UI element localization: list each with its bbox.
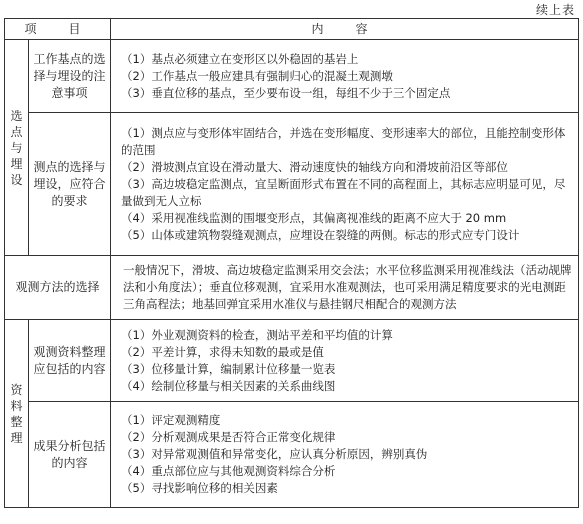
content-line: （4）采用视准线监测的围堰变形点，其偏离视准线的距离不应大于 20 mm: [121, 210, 507, 225]
method-label: 观测方法的选择: [15, 280, 100, 294]
table-row: [5, 402, 579, 508]
content-line: （1）测点应与变形体牢固结合，并选在变形幅度、变形速率大的部位，且能控制变形体的范围: [121, 125, 566, 157]
subitem-cell: [29, 320, 111, 402]
continued-label: 续上表: [535, 3, 575, 17]
content-cell: [111, 256, 579, 320]
specification-table: [4, 18, 579, 508]
content-line: （1）基点必须建立在变形区以外稳固的基岩上: [121, 51, 359, 66]
subitem-label: 成果分析包括的内容: [33, 438, 106, 470]
subitem-label: 测点的选择与埋设，应符合的要求: [33, 159, 106, 208]
content-line: （2）滑坡测点宜设在滑动量大、滑动速度快的轴线方向和滑坡前沿区等部位: [121, 159, 508, 174]
subitem-cell: [29, 402, 111, 508]
content-line: （5）寻找影响位移的相关因素: [121, 481, 278, 495]
category-label: 选点与埋设: [10, 108, 23, 187]
content-cell: [111, 320, 579, 402]
table-row: [5, 113, 579, 256]
content-line: （5）山体或建筑物裂缝观测点，应埋设在裂缝的两侧。标志的形式应专门设计: [121, 227, 520, 242]
content-line: （3）对异常观测值和异常变化，应认真分析原因，辨别真伪: [121, 447, 428, 461]
table-row: [5, 320, 579, 402]
method-text: 一般情况下，滑坡、高边坡稳定监测采用交会法；水平位移监测采用视准线法（活动觇牌法和小角度法）；垂直位移观测，宜采用水准观测法，也可采用满足精度要求的光电测距三角高程法；地基回弹宜采用水准仪与悬挂钢尺相配合的观测方法: [123, 263, 572, 311]
content-line: （2）工作基点一般应建具有强制归心的混凝土观测墩: [121, 68, 393, 83]
header-item: 项 目: [5, 19, 111, 40]
table-row: [5, 256, 579, 320]
subitem-label: 工作基点的选择与埋设的注意事项: [33, 51, 106, 100]
method-label-cell: [5, 256, 111, 320]
header-content: 内 容: [111, 19, 579, 40]
content-cell: [111, 402, 579, 508]
subitem-cell: [29, 40, 111, 113]
table-row: [5, 40, 579, 113]
content-cell: [111, 113, 579, 256]
content-line: （4）重点部位应与其他观测资料综合分析: [121, 464, 336, 478]
content-cell: [111, 40, 579, 113]
category-label: 资料整理: [10, 382, 23, 445]
content-line: （3）垂直位移的基点，至少要布设一组，每组不少于三个固定点: [121, 85, 451, 100]
content-line: （3）位移量计算，编制累计位移量一览表: [121, 361, 336, 376]
subitem-cell: [29, 113, 111, 256]
content-line: （2）分析观测成果是否符合正常变化规律: [121, 430, 336, 444]
content-line: （3）高边坡稳定监测点，宜呈断面形式布置在不同的高程面上，其标志应明显可见，尽量做到无人立标: [121, 176, 566, 208]
content-line: （1）外业观测资料的检查，测站平差和平均值的计算: [121, 327, 393, 342]
category-cell: [5, 40, 29, 256]
content-line: （2）平差计算，求得未知数的最或是值: [121, 344, 324, 359]
content-line: （4）绘制位移量与相关因素的关系曲线图: [121, 378, 336, 393]
category-cell: [5, 320, 29, 508]
subitem-label: 观测资料整理应包括的内容: [33, 344, 106, 376]
content-line: （1）评定观测精度: [121, 413, 221, 427]
table-header-row: [5, 19, 579, 40]
